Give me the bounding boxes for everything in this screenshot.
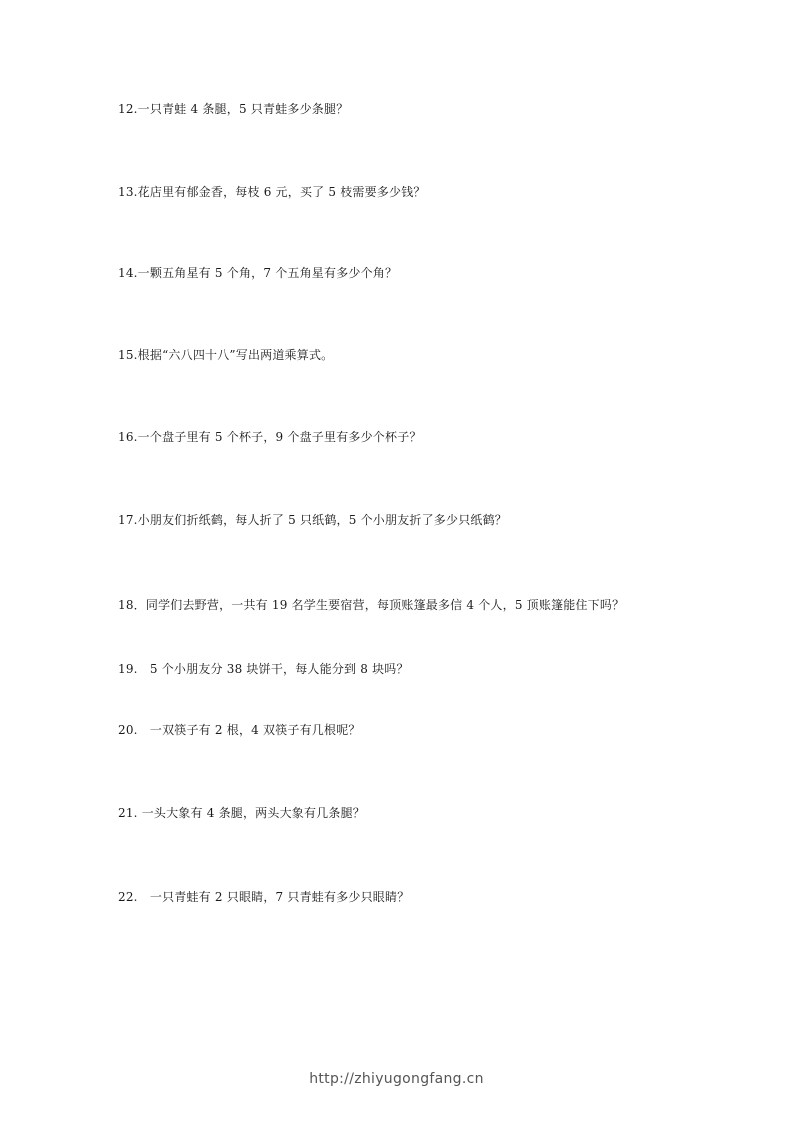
question-18: 18．同学们去野营，一共有 19 名学生要宿营，每顶账篷最多信 4 个人，5 顶账篷能住下吗？ <box>118 598 625 612</box>
question-14: 14.一颗五角星有 5 个角，7 个五角星有多少个角？ <box>118 266 398 280</box>
question-21: 21. 一头大象有 4 条腿，两头大象有几条腿？ <box>118 806 365 820</box>
question-19: 19. 5 个小朋友分 38 块饼干，每人能分到 8 块吗？ <box>118 662 409 676</box>
question-16: 16.一个盘子里有 5 个杯子，9 个盘子里有多少个杯子？ <box>118 430 422 444</box>
question-20: 20. 一双筷子有 2 根，4 双筷子有几根呢？ <box>118 723 361 737</box>
question-13: 13.花店里有郁金香，每枝 6 元，买了 5 枝需要多少钱？ <box>118 185 426 199</box>
question-12: 12.一只青蛙 4 条腿，5 只青蛙多少条腿？ <box>118 102 349 116</box>
footer-url-link[interactable]: http://zhiyugongfang.cn <box>309 1071 484 1087</box>
question-17: 17.小朋友们折纸鹤，每人折了 5 只纸鹤，5 个小朋友折了多少只纸鹤？ <box>118 513 507 527</box>
question-15: 15.根据“六八四十八”写出两道乘算式。 <box>118 348 334 362</box>
question-22: 22. 一只青蛙有 2 只眼睛，7 只青蛙有多少只眼睛？ <box>118 890 410 904</box>
